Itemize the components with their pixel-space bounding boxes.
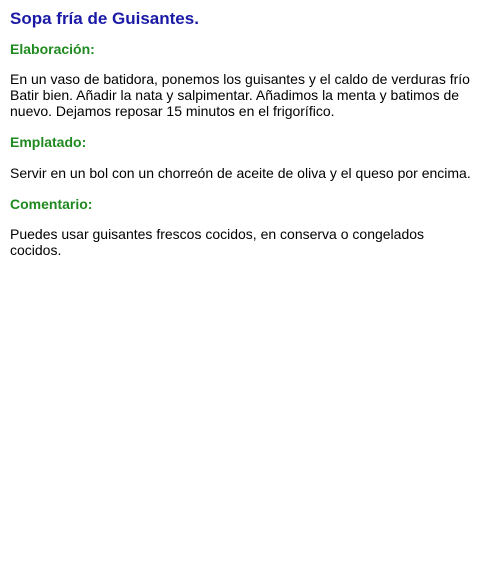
section-text-emplatado: Servir en un bol con un chorreón de aceite de oliva y el queso por encima. <box>10 165 471 181</box>
section-text-elaboracion: En un vaso de batidora, ponemos los guisantes y el caldo de verduras frío Batir bien. Añadir la nata y salpimentar. Añadimos la menta y batimos de nuevo. Dejamos reposar 15 minutos en el frigorífico. <box>10 71 470 119</box>
section-heading-comentario: Comentario: <box>10 196 93 212</box>
section-heading-emplatado: Emplatado: <box>10 134 87 150</box>
section-heading-elaboracion: Elaboración: <box>10 41 95 57</box>
section-text-comentario: Puedes usar guisantes frescos cocidos, en conserva o congelados cocidos. <box>10 226 425 258</box>
page-title: Sopa fría de Guisantes. <box>10 9 199 28</box>
